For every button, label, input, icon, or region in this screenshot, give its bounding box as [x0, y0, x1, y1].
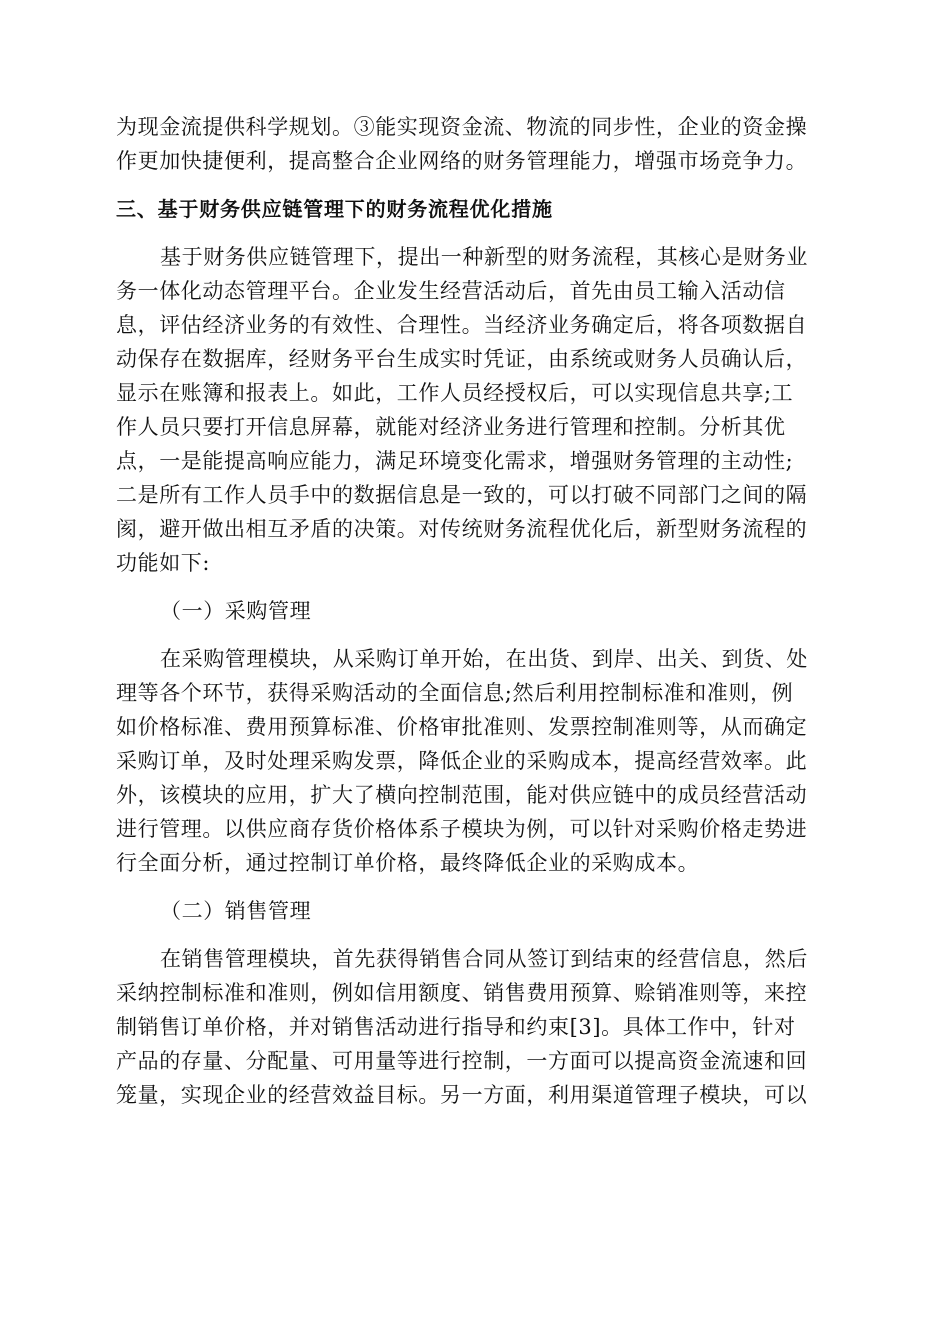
purchasing-paragraph: [116, 642, 832, 880]
text-line: 行全面分析，通过控制订单价格，最终降低企业的采购成本。: [116, 851, 700, 875]
text-line: 理等各个环节，获得采购活动的全面信息;然后利用控制标准和准则，例: [116, 681, 794, 705]
text-line: 显示在账簿和报表上。如此，工作人员经授权后，可以实现信息共享;工: [116, 381, 794, 405]
text-line: 在采购管理模块，从采购订单开始，在出货、到岸、出关、到货、处: [160, 647, 808, 671]
text-line: 务一体化动态管理平台。企业发生经营活动后，首先由员工输入活动信: [116, 279, 786, 303]
intro-paragraph: [116, 110, 832, 178]
text-line: 点，一是能提高响应能力，满足环境变化需求，增强财务管理的主动性;: [116, 449, 794, 473]
text-line: 为现金流提供科学规划。③能实现资金流、物流的同步性，企业的资金操: [116, 115, 808, 139]
text-line: 基于财务供应链管理下，提出一种新型的财务流程，其核心是财务业: [160, 245, 808, 269]
sales-paragraph: [116, 942, 832, 1112]
text-line: 如价格标准、费用预算标准、价格审批准则、发票控制准则等，从而确定: [116, 715, 808, 739]
text-line: 产品的存量、分配量、可用量等进行控制，一方面可以提高资金流速和回: [116, 1049, 808, 1073]
text-line: 作人员只要打开信息屏幕，就能对经济业务进行管理和控制。分析其优: [116, 415, 786, 439]
subsection-heading-purchasing: （一）采购管理: [160, 599, 312, 623]
text-line: 采纳控制标准和准则，例如信用额度、销售费用预算、赊销准则等，来控: [116, 981, 808, 1005]
text-line: 二是所有工作人员手中的数据信息是一致的，可以打破不同部门之间的隔: [116, 483, 808, 507]
text-line: 制销售订单价格，并对销售活动进行指导和约束[3]。具体工作中，针对: [116, 1015, 796, 1039]
subsection-heading-sales: （二）销售管理: [160, 899, 312, 923]
document-page: [116, 110, 832, 1112]
section-heading: 三、基于财务供应链管理下的财务流程优化措施: [116, 197, 553, 221]
text-line: 作更加快捷便利，提高整合企业网络的财务管理能力，增强市场竞争力。: [116, 149, 808, 173]
text-line: 在销售管理模块，首先获得销售合同从签订到结束的经营信息，然后: [160, 947, 808, 971]
text-line: 功能如下:: [116, 551, 211, 575]
text-line: 息，评估经济业务的有效性、合理性。当经济业务确定后，将各项数据自: [116, 313, 808, 337]
section-paragraph: [116, 240, 832, 580]
text-line: 阂，避开做出相互矛盾的决策。对传统财务流程优化后，新型财务流程的: [116, 517, 808, 541]
text-line: 外，该模块的应用，扩大了横向控制范围，能对供应链中的成员经营活动: [116, 783, 808, 807]
text-line: 进行管理。以供应商存货价格体系子模块为例，可以针对采购价格走势进: [116, 817, 808, 841]
text-line: 笼量，实现企业的经营效益目标。另一方面，利用渠道管理子模块，可以: [116, 1083, 808, 1107]
text-line: 动保存在数据库，经财务平台生成实时凭证，由系统或财务人员确认后，: [116, 347, 808, 371]
text-line: 采购订单，及时处理采购发票，降低企业的采购成本，提高经营效率。此: [116, 749, 808, 773]
